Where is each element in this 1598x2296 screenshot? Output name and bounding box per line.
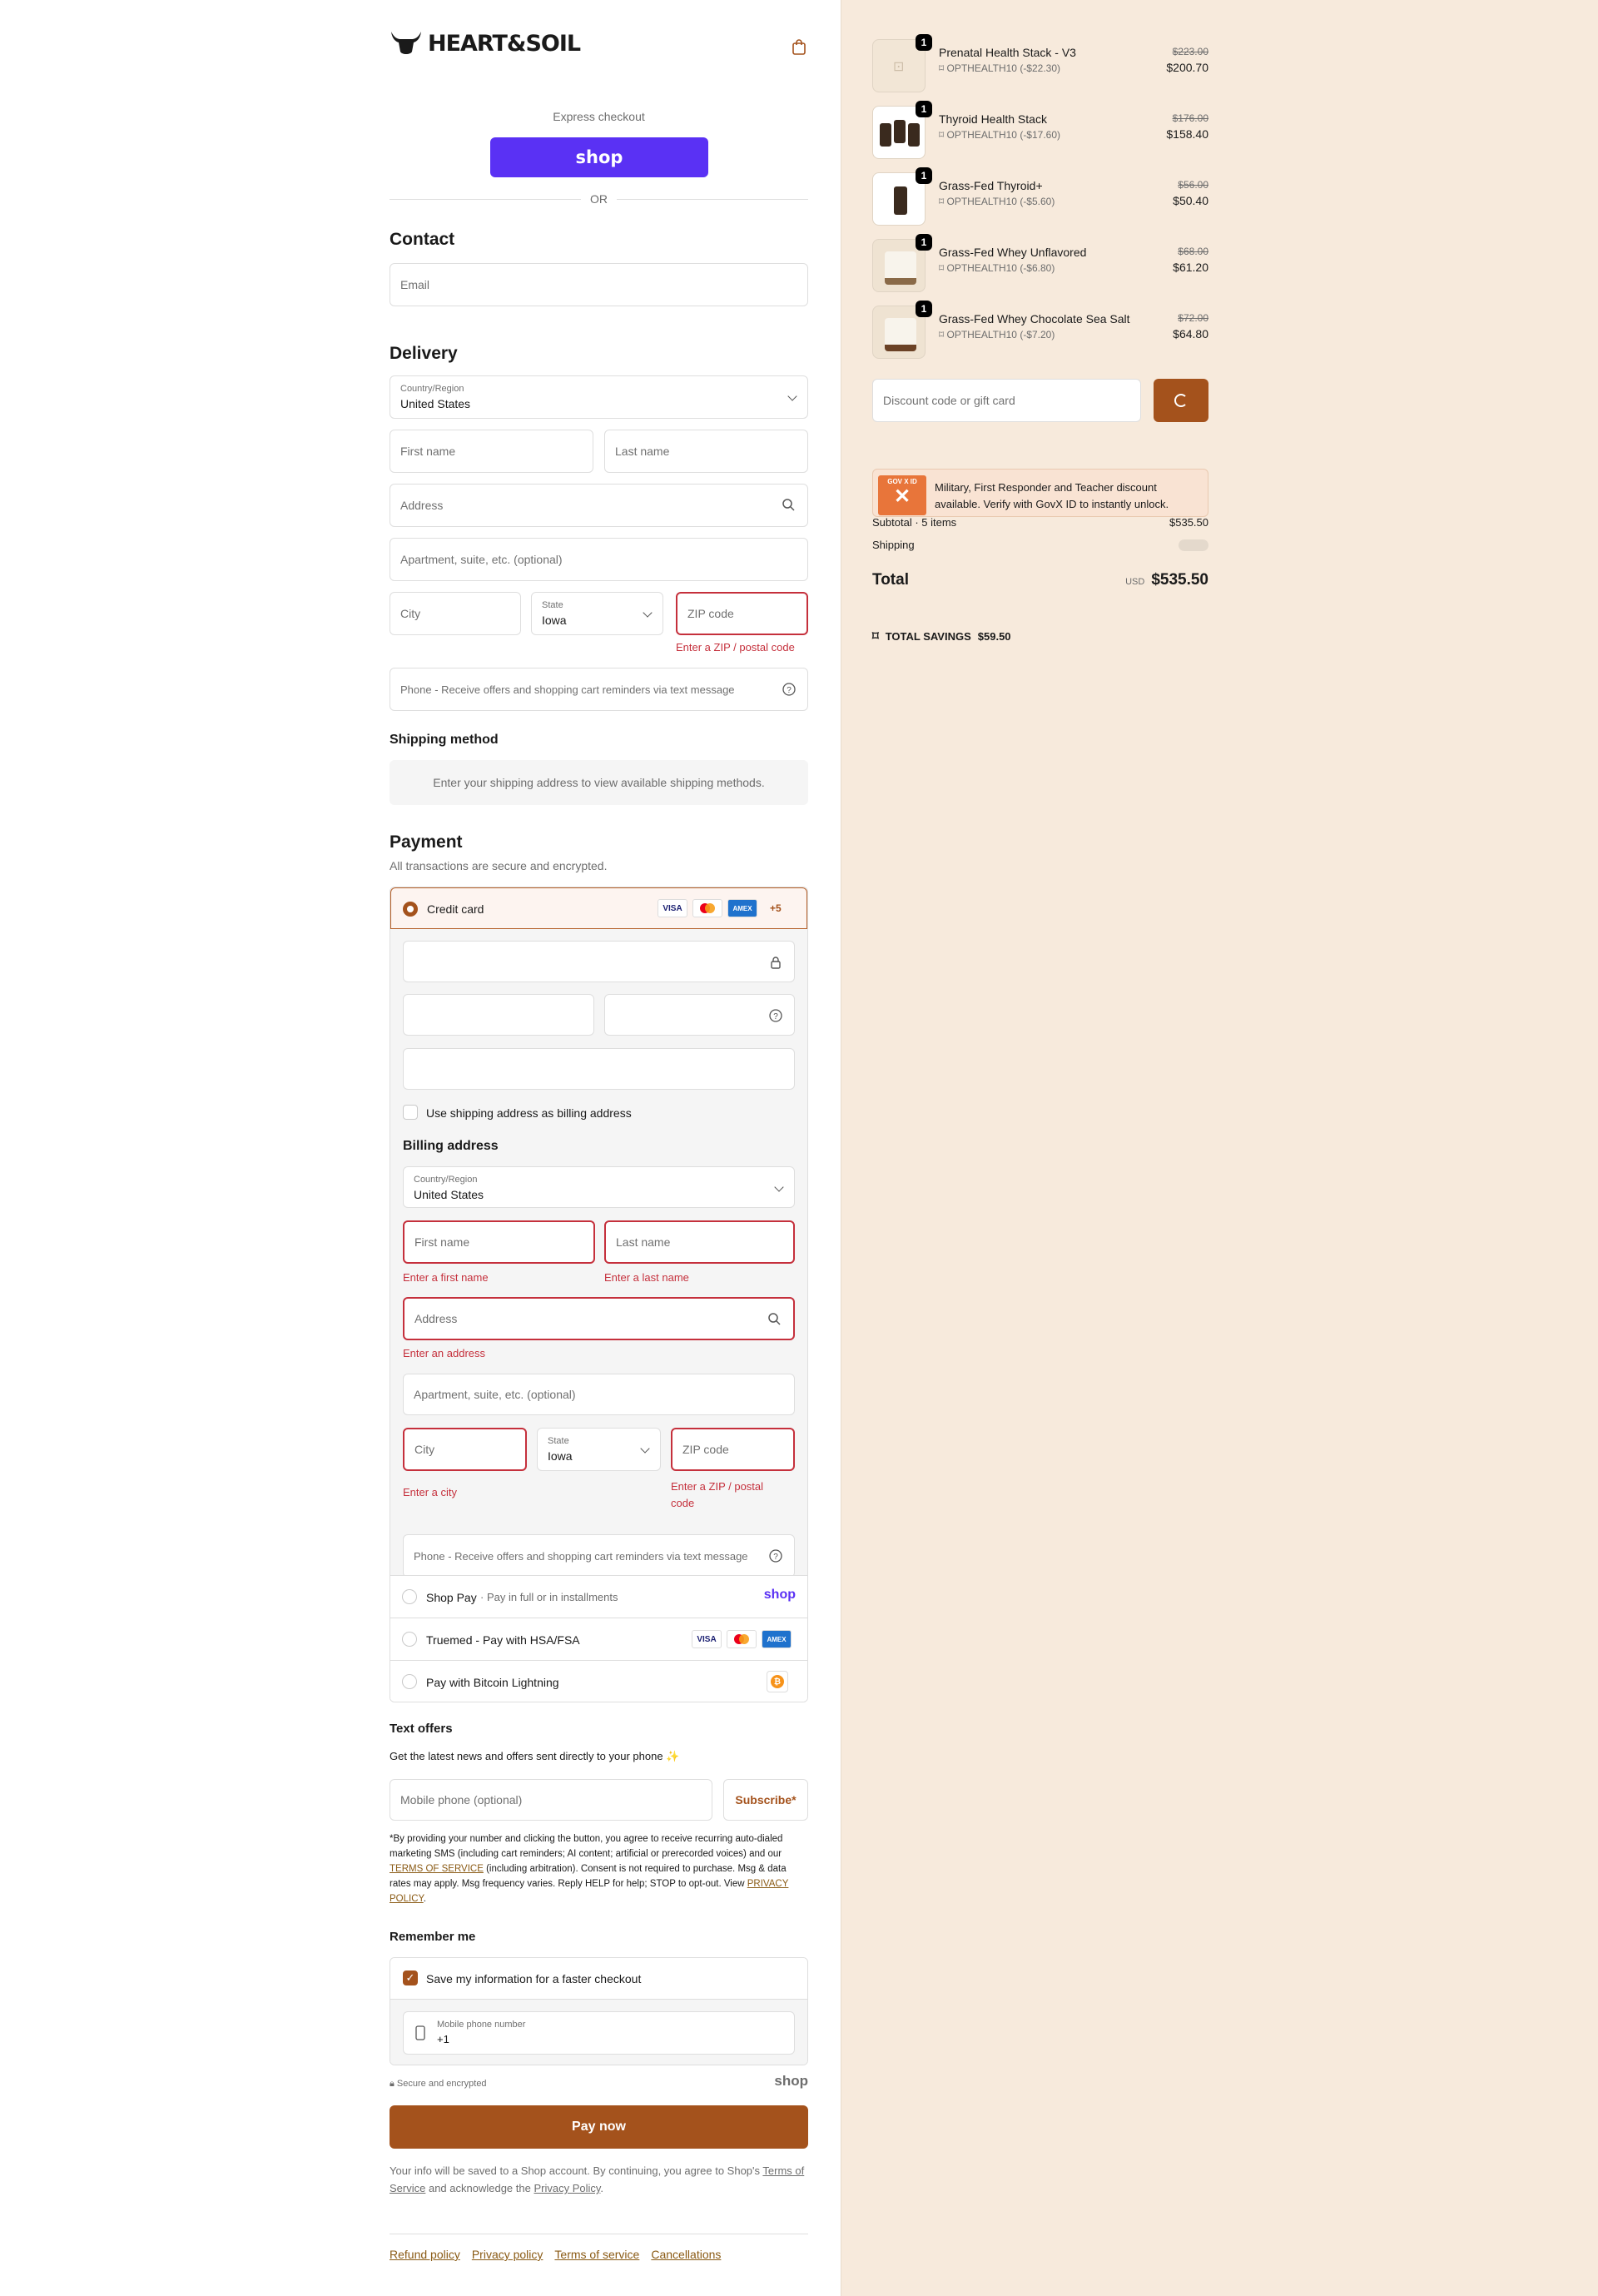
billing-zip-field[interactable]: ZIP code [671, 1428, 795, 1471]
list-item [872, 172, 1208, 226]
last-name-field[interactable]: Last name [604, 430, 808, 473]
item-price: $61.20 [1173, 261, 1208, 274]
contact-title: Contact [390, 230, 455, 249]
shop-pay-radio[interactable] [402, 1589, 417, 1604]
quantity-badge: 1 [916, 301, 932, 317]
shop-terms-link[interactable]: Terms of Service [390, 2164, 805, 2194]
bitcoin-label: Pay with Bitcoin Lightning [426, 1676, 559, 1689]
security-code-field[interactable] [604, 994, 795, 1036]
tag-icon: ⌑ [939, 62, 945, 74]
cart-bag-icon[interactable] [792, 38, 806, 55]
footer-links [390, 2248, 721, 2261]
item-discount: ⌑ OPTHEALTH10 (-$7.20) [939, 329, 1055, 340]
mobile-phone-icon [415, 2025, 425, 2040]
help-circle-icon[interactable] [781, 681, 797, 698]
text-offers-subtitle: Get the latest news and offers sent directly to your phone ✨ [390, 1750, 680, 1762]
chevron-down-icon [787, 391, 797, 400]
govx-banner[interactable] [872, 469, 1208, 517]
item-name: Grass-Fed Whey Unflavored [939, 246, 1087, 259]
credit-card-option[interactable] [390, 887, 807, 929]
item-price: $50.40 [1173, 194, 1208, 207]
lock-icon: 🔒︎ [390, 2079, 395, 2089]
shop-logo: shop [774, 2073, 808, 2089]
or-divider: OR [390, 191, 808, 208]
state-select[interactable]: State Iowa [531, 592, 663, 635]
item-name: Grass-Fed Whey Chocolate Sea Salt [939, 312, 1130, 326]
list-item [872, 103, 1208, 159]
quantity-badge: 1 [916, 234, 932, 251]
billing-address-error: Enter an address [403, 1347, 486, 1359]
billing-apartment-field[interactable]: Apartment, suite, etc. (optional) [403, 1374, 795, 1415]
svg-text:?: ? [773, 1553, 778, 1562]
express-checkout-label: Express checkout [553, 110, 645, 123]
search-icon [781, 497, 797, 514]
total-value: USD $535.50 [1125, 571, 1208, 589]
item-name: Thyroid Health Stack [939, 112, 1047, 126]
chevron-down-icon [774, 1182, 783, 1191]
shop-pay-logo: shop [763, 1588, 796, 1602]
payment-subtitle: All transactions are secure and encrypted. [390, 859, 608, 872]
credit-card-form [390, 929, 807, 1631]
tag-icon: ⌑ [939, 129, 945, 141]
secure-encrypted-note: 🔒︎ Secure and encrypted [390, 2079, 487, 2089]
shipping-value-placeholder [1179, 539, 1208, 551]
help-circle-icon[interactable] [767, 1548, 784, 1564]
billing-last-name-error: Enter a last name [604, 1271, 689, 1284]
tag-icon: ⌑ [872, 629, 879, 644]
quantity-badge: 1 [916, 101, 932, 117]
pay-now-button[interactable]: Pay now [390, 2105, 808, 2149]
quantity-badge: 1 [916, 34, 932, 51]
billing-last-name-field[interactable]: Last name [604, 1220, 795, 1264]
first-name-field[interactable]: First name [390, 430, 593, 473]
chevron-down-icon [643, 608, 652, 617]
bitcoin-icon: ₿ [767, 1671, 788, 1692]
mastercard-logo [692, 899, 722, 917]
truemed-option[interactable] [390, 1618, 807, 1660]
govx-text: Military, First Responder and Teacher discount available. Verify with GovX ID to instantly unlock. [935, 481, 1169, 510]
svg-text:?: ? [787, 686, 792, 695]
shipping-label: Shipping [872, 539, 915, 551]
payment-title: Payment [390, 832, 463, 852]
image-placeholder-icon: ⊡ [893, 60, 905, 74]
use-shipping-checkbox[interactable] [403, 1105, 418, 1120]
subscribe-button[interactable]: Subscribe* [723, 1779, 808, 1821]
privacy-policy-footer-link[interactable]: Privacy policy [471, 2248, 543, 2261]
card-number-field[interactable] [403, 941, 795, 982]
visa-logo: VISA [658, 899, 687, 917]
shipping-method-title: Shipping method [390, 733, 499, 747]
save-info-label: Save my information for a faster checkout [426, 1972, 642, 1985]
item-old-price: $176.00 [1172, 112, 1208, 124]
item-discount: ⌑ OPTHEALTH10 (-$17.60) [939, 129, 1061, 141]
shop-pay-option[interactable] [390, 1575, 807, 1618]
bitcoin-radio[interactable] [402, 1674, 417, 1689]
item-name: Grass-Fed Thyroid+ [939, 179, 1043, 192]
billing-address-field[interactable]: Address [403, 1297, 795, 1340]
tag-icon: ⌑ [939, 262, 945, 274]
country-select[interactable]: Country/Region United States [390, 375, 808, 419]
svg-text:?: ? [773, 1012, 778, 1021]
billing-first-name-error: Enter a first name [403, 1271, 489, 1284]
shop-account-notice: Your info will be saved to a Shop account. By continuing, you agree to Shop's Terms of Service and acknowledge the Privacy Policy. [390, 2164, 805, 2194]
bitcoin-option[interactable] [390, 1660, 807, 1702]
item-old-price: $68.00 [1178, 246, 1208, 257]
billing-phone-field[interactable]: Phone - Receive offers and shopping cart reminders via text message ? [403, 1534, 795, 1578]
visa-logo: VISA [692, 1630, 722, 1648]
text-offers-title: Text offers [390, 1722, 453, 1736]
cancellations-link[interactable]: Cancellations [651, 2248, 722, 2261]
more-cards-badge: +5 [770, 902, 782, 914]
billing-zip-error: Enter a ZIP / postal code [671, 1480, 764, 1509]
item-discount: ⌑ OPTHEALTH10 (-$6.80) [939, 262, 1055, 274]
billing-title: Billing address [403, 1139, 499, 1153]
item-old-price: $56.00 [1178, 179, 1208, 191]
total-label: Total [872, 571, 909, 589]
apply-discount-button[interactable] [1154, 379, 1208, 422]
item-discount: ⌑ OPTHEALTH10 (-$22.30) [939, 62, 1061, 74]
city-field[interactable]: City [390, 592, 521, 635]
item-old-price: $72.00 [1178, 312, 1208, 324]
terms-of-service-link[interactable]: TERMS OF SERVICE [390, 1864, 484, 1874]
list-item [872, 303, 1208, 359]
shop-pay-express-button[interactable]: shop [490, 137, 708, 177]
payment-methods [390, 887, 808, 1702]
help-circle-icon[interactable] [767, 1007, 784, 1024]
subtotal-value: $535.50 [1169, 516, 1208, 529]
billing-state-select[interactable]: State Iowa [537, 1428, 661, 1471]
currency-label: USD [1125, 577, 1145, 587]
truemed-radio[interactable] [402, 1632, 417, 1647]
chevron-down-icon [640, 1444, 649, 1453]
save-info-checkbox[interactable]: ✓ [403, 1970, 418, 1985]
tag-icon: ⌑ [939, 329, 945, 340]
delivery-title: Delivery [390, 344, 458, 363]
mastercard-logo [727, 1630, 757, 1648]
shop-pay-sub: · Pay in full or in installments [480, 1591, 618, 1603]
amex-logo: AMEX [727, 899, 757, 917]
shipping-method-note: Enter your shipping address to view available shipping methods. [390, 760, 808, 805]
billing-first-name-field[interactable]: First name [403, 1220, 595, 1264]
billing-city-field[interactable]: City [403, 1428, 527, 1471]
item-discount: ⌑ OPTHEALTH10 (-$5.60) [939, 196, 1055, 207]
tag-icon: ⌑ [939, 196, 945, 207]
item-old-price: $223.00 [1172, 46, 1208, 57]
item-name: Prenatal Health Stack - V3 [939, 46, 1076, 59]
sms-legal-text: *By providing your number and clicking the button, you agree to receive recurring auto-dialed marketing SMS (including cart reminders; AI content; artificial or prerecorded voices) and our TERMS OF SERVICE (including arbitration). Consent is not required to purchase. Msg & data rates may apply. Msg frequency varies. Reply HELP for help; STOP to opt-out. View PRIVACY POLICY. [390, 1834, 789, 1904]
phone-field[interactable]: Phone - Receive offers and shopping cart reminders via text message ? [390, 668, 808, 711]
zip-error: Enter a ZIP / postal code [676, 641, 795, 654]
discount-code-field[interactable]: Discount code or gift card [872, 379, 1141, 422]
lock-icon [767, 954, 784, 971]
bull-head-icon [390, 30, 423, 57]
shop-pay-label: Shop Pay [426, 1591, 477, 1604]
remember-phone-field[interactable]: Mobile phone number +1 [403, 2011, 795, 2055]
credit-card-label: Credit card [427, 902, 484, 916]
truemed-label: Truemed - Pay with HSA/FSA [426, 1633, 580, 1647]
billing-country-select[interactable]: Country/Region United States [403, 1166, 795, 1208]
credit-card-radio[interactable] [403, 902, 418, 917]
refund-policy-link[interactable]: Refund policy [390, 2248, 460, 2261]
govx-logo: GOV X ID ✕ [878, 475, 926, 515]
name-on-card-field[interactable] [403, 1048, 795, 1090]
address-field[interactable]: Address [390, 484, 808, 527]
mobile-phone-field[interactable]: Mobile phone (optional) [390, 1779, 712, 1821]
expiry-field[interactable] [403, 994, 594, 1036]
remember-me-box [390, 1957, 808, 2065]
brand-name: HEART&SOIL [428, 30, 581, 57]
item-price: $158.40 [1166, 127, 1208, 141]
shop-privacy-link[interactable]: Privacy Policy [533, 2182, 601, 2194]
remember-me-title: Remember me [390, 1930, 476, 1944]
zip-field[interactable]: ZIP code [676, 592, 808, 635]
use-shipping-label: Use shipping address as billing address [426, 1106, 632, 1120]
total-savings: ⌑ TOTAL SAVINGS $59.50 [872, 629, 1011, 644]
terms-of-service-footer-link[interactable]: Terms of service [554, 2248, 640, 2261]
search-icon [767, 1311, 783, 1328]
list-item [872, 39, 1208, 92]
loading-spinner-icon [1174, 394, 1188, 407]
brand-logo[interactable] [390, 30, 580, 57]
billing-city-error: Enter a city [403, 1486, 458, 1498]
item-price: $200.70 [1166, 61, 1208, 74]
privacy-policy-link[interactable]: PRIVACY POLICY [390, 1879, 789, 1904]
remember-phone-area [390, 2000, 807, 2065]
list-item [872, 236, 1208, 292]
subtotal-label: Subtotal · 5 items [872, 516, 957, 529]
item-price: $64.80 [1173, 327, 1208, 340]
email-field[interactable]: Email [390, 263, 808, 306]
apartment-field[interactable]: Apartment, suite, etc. (optional) [390, 538, 808, 581]
quantity-badge: 1 [916, 167, 932, 184]
save-info-row[interactable] [390, 1958, 807, 2000]
amex-logo: AMEX [762, 1630, 792, 1648]
